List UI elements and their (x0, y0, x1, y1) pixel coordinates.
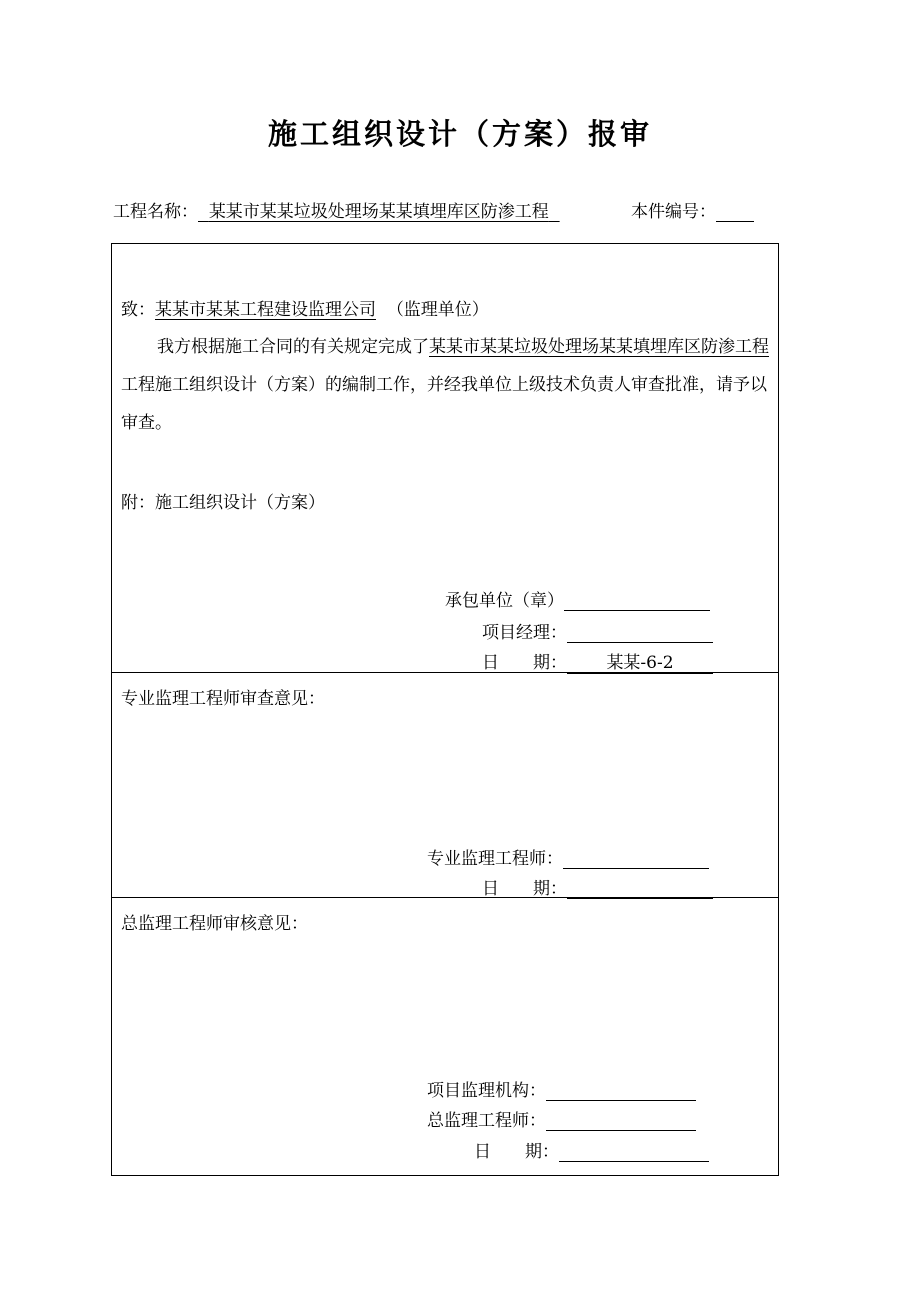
chief-date-row (474, 1137, 709, 1162)
chief-engineer-label: 总监理工程师： (427, 1111, 546, 1131)
engineer-review-section (112, 672, 778, 898)
document-number-row (631, 197, 754, 222)
submission-body: 我方根据施工合同的有关规定完成了某某市某某垃圾处理场某某填埋库区防渗工程工程施工组织设计（方案）的编制工作，并经我单位上级技术负责人审查批准，请予以审查。 (121, 337, 769, 433)
engineer-signature-blank[interactable] (563, 852, 709, 869)
recipient-label: 致： (121, 300, 155, 320)
chief-engineer-blank[interactable] (546, 1114, 696, 1131)
chief-date-label: 日 期： (474, 1142, 559, 1162)
contractor-row (445, 586, 710, 611)
supervision-org-blank[interactable] (546, 1084, 696, 1101)
chief-review-section (112, 897, 778, 1175)
chief-date-blank[interactable] (559, 1145, 709, 1162)
project-name-value: 某某市某某垃圾处理场某某填埋库区防渗工程 (208, 202, 549, 222)
project-name-row (113, 197, 560, 222)
engineer-label: 专业监理工程师： (427, 849, 563, 869)
project-name-label: 工程名称： (113, 202, 198, 222)
chief-engineer-row (427, 1106, 696, 1131)
supervision-org-row (427, 1076, 696, 1101)
body-project-name: 某某市某某垃圾处理场某某填埋库区防渗工程 (429, 337, 769, 357)
submission-section (112, 244, 778, 673)
engineer-row (427, 844, 709, 869)
approval-form (111, 243, 779, 1176)
chief-review-heading: 总监理工程师审核意见： (121, 914, 308, 934)
submission-date-row (482, 648, 713, 674)
page-title: 施工组织设计（方案）报审 (267, 117, 652, 151)
engineer-review-heading: 专业监理工程师审查意见： (121, 689, 325, 709)
engineer-date-label: 日 期： (482, 879, 567, 899)
recipient-unit: 某某市某某工程建设监理公司 (155, 300, 376, 320)
manager-signature-blank[interactable] (567, 626, 713, 643)
recipient-line (121, 295, 489, 320)
document-number-label: 本件编号： (631, 202, 716, 222)
submission-date-label: 日 期： (482, 653, 567, 673)
contractor-signature-blank[interactable] (564, 594, 710, 611)
recipient-suffix: （监理单位） (386, 300, 489, 320)
attachment-line: 附：施工组织设计（方案） (121, 493, 325, 513)
engineer-date-row (482, 874, 713, 899)
document-number-blank[interactable] (716, 203, 754, 222)
contractor-label: 承包单位（章） (445, 591, 564, 611)
manager-label: 项目经理： (482, 623, 567, 643)
submission-date-value: 某某-6-2 (567, 648, 713, 674)
manager-row (482, 618, 713, 643)
supervision-org-label: 项目监理机构： (427, 1081, 546, 1101)
